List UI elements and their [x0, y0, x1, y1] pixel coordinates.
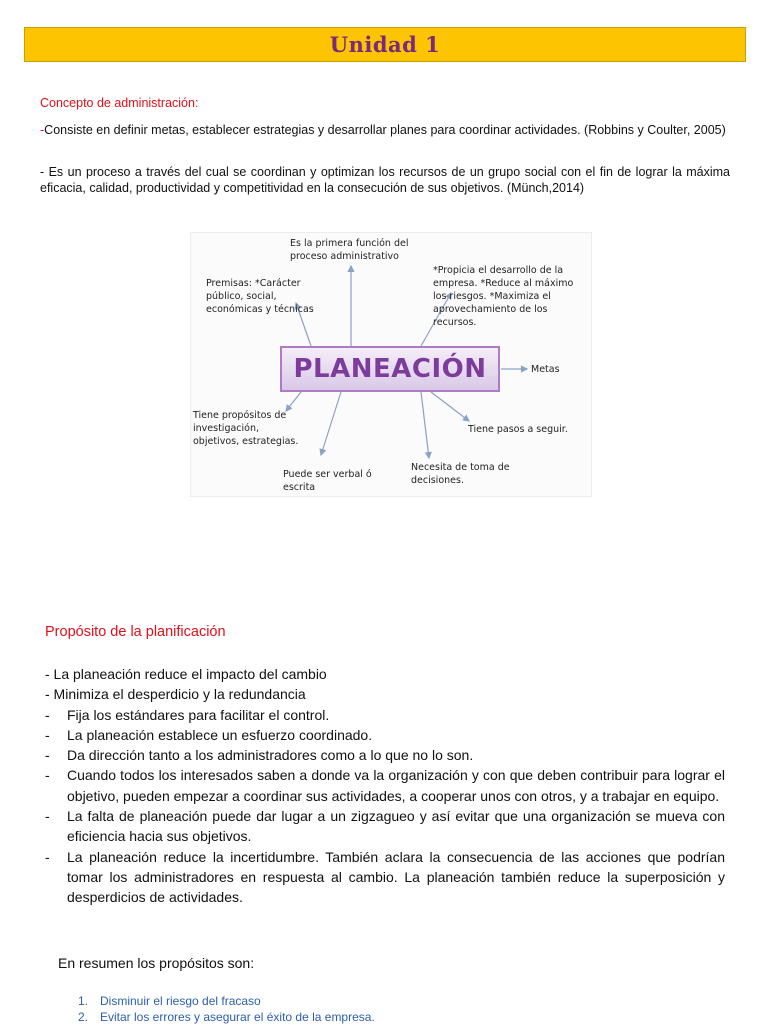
list-item: - Fija los estándares para facilitar el control. — [45, 706, 330, 723]
unit-banner — [24, 27, 746, 62]
list-item: 1. Disminuir el riesgo del fracaso — [78, 994, 261, 1008]
list-item: - Minimiza el desperdicio y la redundancia — [45, 686, 306, 703]
purpose-heading: Propósito de la planificación — [45, 624, 226, 640]
node-propositos: Tiene propósitos de investigación, objetivos, estrategias. — [193, 410, 299, 447]
paragraph-dash: - — [40, 123, 45, 137]
list-item: - La planeación reduce el impacto del cambio — [45, 666, 327, 682]
node-metas: Metas — [531, 364, 560, 375]
list-item: 2. Evitar los errores y asegurar el éxito de la empresa. — [78, 1010, 375, 1024]
planeacion-center-label: PLANEACIÓN — [293, 354, 487, 384]
list-item: - La planeación establece un esfuerzo coordinado. — [45, 726, 373, 743]
paragraph-text: Consiste en definir metas, establecer estrategias y desarrollar planes para coordinar actividades. (Robbins y Coulter, 2005) — [44, 123, 726, 137]
purpose-list — [45, 664, 725, 908]
unit-title: Unidad 1 — [329, 32, 441, 57]
purposes-numbered-list — [78, 993, 375, 1025]
node-primera-funcion: Es la primera función del proceso administrativo — [290, 238, 409, 262]
node-toma-decisiones: Necesita de toma de decisiones. — [411, 462, 510, 486]
concept-heading: Concepto de administración: — [40, 96, 199, 110]
summary-text: En resumen los propósitos son: — [58, 955, 255, 971]
concept-paragraph-2: - Es un proceso a través del cual se coordinan y optimizan los recursos de un grupo social con el fin de lograr la máxima eficacia, calidad, productividad y competitividad en la consecución de sus objetivos. (Münch,2014) — [40, 165, 730, 195]
list-item: - La falta de planeación puede dar lugar a un zigzagueo y así evitar que una organización se mueva con eficiencia hacia sus objetivos. — [45, 808, 725, 845]
node-propicia-desarrollo: *Propicia el desarrollo de la empresa. *Reduce al máximo los riesgos. *Maximiza el aprovechamiento de los recursos. — [433, 265, 574, 328]
node-verbal-escrita: Puede ser verbal ó escrita — [283, 469, 372, 493]
concept-paragraph-1 — [40, 122, 730, 138]
planeacion-center-box — [280, 346, 500, 392]
planeacion-mind-map — [190, 232, 592, 497]
node-pasos: Tiene pasos a seguir. — [468, 424, 568, 435]
list-item: - Cuando todos los interesados saben a donde va la organización y con que deben contribuir para lograr el objetivo, pueden empezar a coordinar sus actividades, a cooperar unos con otros, y a trabajar en equipo. — [45, 767, 725, 804]
list-item: - Da dirección tanto a los administradores como a lo que no lo son. — [45, 747, 474, 764]
list-item: - La planeación reduce la incertidumbre. También aclara la consecuencia de las acciones que podrían tomar los administradores en respuesta al cambio. La planeación también reduce la superposición y desperdicios de actividades. — [45, 848, 725, 906]
node-premisas: Premisas: *Carácter público, social, económicas y técnicas — [206, 278, 314, 315]
